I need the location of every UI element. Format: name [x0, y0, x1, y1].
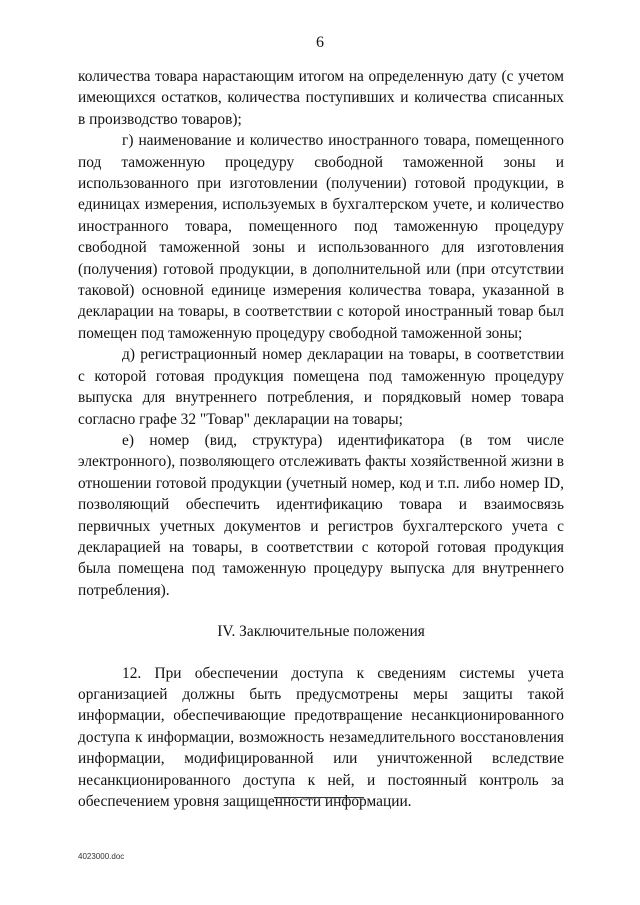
paragraph-item-d: д) регистрационный номер декларации на товары, в соответствии с которой готовая продукция помещена под таможенную процедуру выпуска для внутреннего потребления, и порядковый номер товара согласно графе 32 "Товар" декларации на товары;: [78, 346, 564, 428]
file-name-footer: 4023000.doc: [78, 852, 125, 861]
paragraph-continuation: количества товара нарастающим итогом на определенную дату (с учетом имеющихся остатков, количества поступивших и количества списанных в производство товаров);: [78, 68, 564, 128]
paragraph-item-e: е) номер (вид, структура) идентификатора (в том числе электронного), позволяющего отслеживать факты хозяйственной жизни в отношении готовой продукции (учетный номер, код и т.п. либо номер ID, позволяющий обеспечить идентификацию товара и взаимосвязь первичных учетных документов и регистров бухгалтерского учета с декларацией на товары, в соответствии с которой готовая продукция была помещена под таможенную процедуру выпуска для внутреннего потребления).: [78, 431, 564, 599]
paragraph-12: 12. При обеспечении доступа к сведениям системы учета организацией должны быть предусмотрены меры защиты такой информации, обеспечивающие предотвращение несанкционированного доступа к информации, возможность незамедлительного восстановления информации, модифицированной или уничтоженной вследствие несанкционированного доступа к ней, и постоянный контроль за обеспечением уровня защищенности информации.: [78, 664, 564, 810]
closing-divider: [274, 797, 364, 798]
document-body: [78, 66, 564, 812]
section-heading: IV. Заключительные положения: [217, 623, 425, 641]
paragraph-item-g: г) наименование и количество иностранного товара, помещенного под таможенную процедуру свободной таможенной зоны и использованного при изготовлении (получении) готовой продукции, в единицах измерения, используемых в бухгалтерском учете, и количество иностранного товара, помещенного под таможенную процедуру свободной таможенной зоны и использованного для изготовления (получения) готовой продукции, в дополнительной или (при отсутствии таковой) основной единице измерения количества товара, указанной в декларации на товары, в соответствии с которой иностранный товар был помещен под таможенную процедуру свободной таможенной зоны;: [78, 132, 564, 342]
page-number: 6: [316, 34, 324, 51]
